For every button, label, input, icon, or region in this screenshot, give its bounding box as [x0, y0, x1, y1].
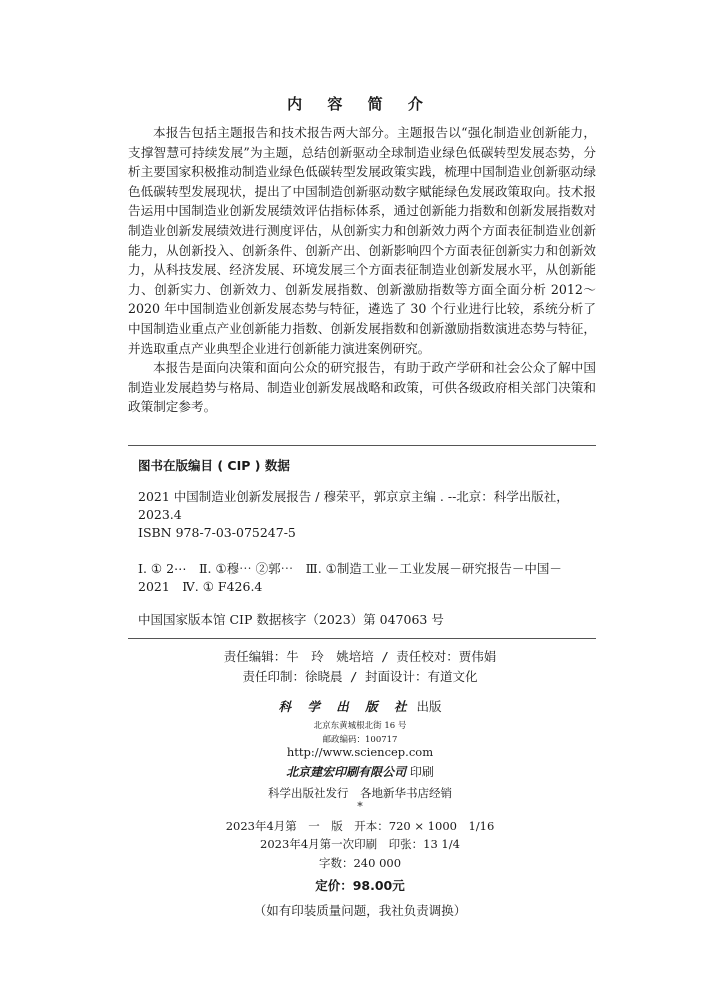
printer-suffix: 印刷 — [406, 765, 434, 779]
cip-entry: 2021 中国制造业创新发展报告 / 穆荣平，郭京京主编 . --北京：科学出版社，2023.4 — [138, 489, 569, 522]
edition-line: 2023年4月第 一 版 开本：720 × 1000 1/16 — [225, 819, 495, 833]
summary-paragraph-1: 本报告包括主题报告和技术报告两大部分。主题报告以“强化制造业创新能力，支撑智慧可持续发展”为主题，总结创新驱动全球制造业绿色低碳转型发展态势，分析主要国家积极推动制造业绿色低碳转型发展政策实践，梳理中国制造业创新驱动绿色低碳转型发展现状，提出了中国制造创新驱动数字赋能绿色发展政策取向。技术报告运用中国制造业创新发展绩效评估指标体系，通过创新能力指数和创新发展指数对制造业创新发展绩效进行测度评估，从创新实力和创新效力两个方面表征制造业创新能力，从创新投入、创新条件、创新产出、创新影响四个方面表征创新实力和创新效力，从科技发展、经济发展、环境发展三个方面表征制造业创新发展水平，从创新能力、创新实力、创新效力、创新发展指数、创新激励指数等方面全面分析 2012～2020 年中国制造业创新发展态势与特征，遴选了 30 个行业进行比较，系统分析了中国制造业重点产业创新能力指数、创新发展指数和创新激励指数演进态势与特征，并选取重点产业典型企业进行创新能力演进案例研究。 — [128, 125, 596, 356]
cip-classification: Ⅰ. ① 2⋯ Ⅱ. ①穆⋯ ②郭⋯ Ⅲ. ①制造工业－工业发展－研究报告－中国－2021 Ⅳ. ① F426.4 — [138, 561, 562, 594]
cip-bottom-divider — [128, 638, 596, 639]
cip-record-number: 中国国家版本馆 CIP 数据核字（2023）第 047063 号 — [138, 612, 444, 627]
production-credits: 责任印制：徐晓晨 / 封面设计：有道文化 — [242, 669, 478, 684]
summary-body — [128, 123, 596, 417]
separator-star: * — [357, 800, 363, 813]
publisher-line — [0, 697, 720, 715]
summary-title: 内 容 简 介 — [287, 95, 433, 113]
price: 定价：98.00元 — [315, 878, 405, 893]
publisher-zip: 邮政编码：100717 — [322, 735, 398, 745]
word-count: 字数：240 000 — [318, 856, 402, 870]
distribution-line: 科学出版社发行 各地新华书店经销 — [268, 786, 452, 800]
summary-paragraph-2: 本报告是面向决策和面向公众的研究报告，有助于政产学研和社会公众了解中国制造业发展趋势与格局、制造业创新发展战略和政策，可供各级政府相关部门决策和政策制定参考。 — [128, 360, 596, 415]
cip-top-divider — [128, 445, 596, 446]
editor-credits: 责任编辑：牛 玲 姚培培 / 责任校对：贾伟娟 — [223, 649, 497, 664]
quality-note: （如有印装质量问题，我社负责调换） — [253, 903, 467, 918]
publisher-website: http://www.sciencep.com — [286, 745, 434, 759]
publisher-suffix: 出版 — [412, 699, 442, 714]
printer-name: 北京建宏印刷有限公司 — [286, 765, 407, 779]
cip-isbn: ISBN 978-7-03-075247-5 — [138, 525, 296, 540]
printer-line — [0, 763, 720, 780]
printing-line: 2023年4月第一次印刷 印张：13 1/4 — [260, 837, 460, 851]
cip-heading: 图书在版编目 ( CIP ) 数据 — [138, 458, 290, 473]
publisher-address: 北京东黄城根北街 16 号 — [313, 721, 407, 731]
publisher-name: 科 学 出 版 社 — [278, 699, 413, 714]
